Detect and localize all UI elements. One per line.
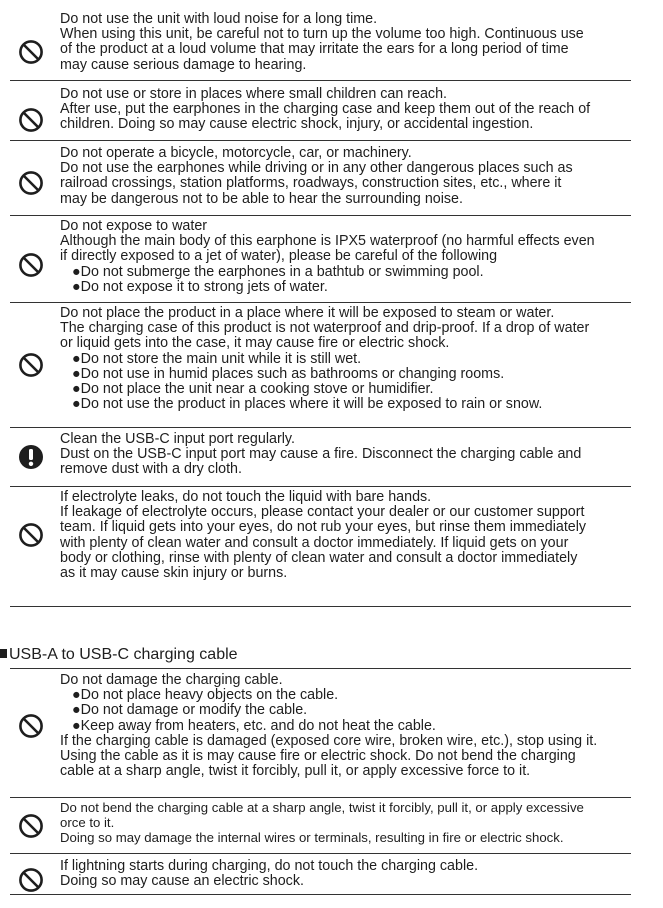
text-line: Do not use the earphones while driving or in any other dangerous places such as [60,160,573,177]
text-line: The charging case of this product is not waterproof and drip-proof. If a drop of water [60,320,590,337]
text-line: cable at a sharp angle, twist it forcibly, pull it, or apply excessive force to it. [60,763,531,780]
text-line: remove dust with a dry cloth. [60,461,242,478]
section-text [60,800,655,846]
section-text [60,146,655,207]
prohibition-icon [18,352,44,378]
text-line: body or clothing, rinse with plenty of clean water and consult a doctor immediately [60,549,578,566]
bullet-line: ●Keep away from heaters, etc. and do not heat the cable. [72,717,436,734]
divider [10,894,631,895]
prohibition-icon [18,867,44,893]
section-text [60,12,655,73]
text-line: may cause serious damage to hearing. [60,56,307,73]
text-line: Do not expose to water [60,218,208,234]
bullet-line: ●Do not use the product in places where it will be exposed to rain or snow. [72,396,543,413]
divider [10,302,631,303]
text-line: Do not place the product in a place where it will be exposed to steam or water. [60,305,555,321]
bullet-line: ●Do not expose it to strong jets of water. [72,278,328,295]
text-line: After use, put the earphones in the charging case and keep them out of the reach of [60,101,591,118]
bullet-line: ●Do not submerge the earphones in a bathtub or swimming pool. [72,263,484,280]
section-text [60,859,655,889]
text-line: Do not operate a bicycle, motorcycle, car, or machinery. [60,145,412,161]
prohibition-icon [18,813,44,839]
divider [10,853,631,854]
exclamation-icon [18,444,44,470]
section-text [60,219,655,295]
square-bullet-icon [0,649,7,658]
divider [10,606,631,607]
section-text [60,673,655,779]
text-line: Do not use the unit with loud noise for a long time. [60,11,378,27]
text-line: If the charging cable is damaged (exposed core wire, broken wire, etc.), stop using it. [60,732,598,749]
text-line: Dust on the USB-C input port may cause a fire. Disconnect the charging cable and [60,446,582,463]
bullet-line: ●Do not place heavy objects on the cable. [72,687,339,704]
prohibition-icon [18,713,44,739]
prohibition-icon [18,252,44,278]
text-line: If lightning starts during charging, do not touch the charging cable. [60,858,479,874]
divider [10,140,631,141]
text-line: Clean the USB-C input port regularly. [60,431,295,447]
prohibition-icon [18,170,44,196]
divider [10,797,631,798]
prohibition-icon [18,39,44,65]
prohibition-icon [18,522,44,548]
divider [10,668,631,669]
text-line: of the product at a loud volume that may irritate the ears for a long period of time [60,41,569,58]
text-line: may be dangerous not to be able to hear the surrounding noise. [60,190,463,207]
text-line: children. Doing so may cause electric shock, injury, or accidental ingestion. [60,116,534,133]
text-line: with plenty of clean water and consult a doctor immediately. If liquid gets on your [60,534,569,551]
divider [10,427,631,428]
text-line: Using the cable as it is may cause fire or electric shock. Do not bend the charging [60,748,576,765]
section-text [60,432,655,478]
bullet-line: ●Do not place the unit near a cooking stove or humidifier. [72,381,434,398]
section-text [60,87,655,133]
divider [10,215,631,216]
prohibition-icon [18,107,44,133]
divider [10,486,631,487]
text-line: Do not use or store in places where small children can reach. [60,86,448,102]
bullet-line: ●Do not damage or modify the cable. [72,702,308,719]
bullet-line: ●Do not store the main unit while it is still wet. [72,350,362,367]
text-line: team. If liquid gets into your eyes, do not rub your eyes, but rinse them immediately [60,519,587,536]
divider [10,80,631,81]
text-line: Although the main body of this earphone is IPX5 waterproof (no harmful effects even [60,233,595,250]
text-line: railroad crossings, station platforms, roadways, construction sites, etc., where it [60,175,562,192]
text-line: If leakage of electrolyte occurs, please contact your dealer or our customer support [60,504,585,521]
section-text [60,306,655,412]
text-line: If electrolyte leaks, do not touch the liquid with bare hands. [60,489,432,505]
text-line: Do not damage the charging cable. [60,672,283,688]
section-text [60,490,655,581]
text-line: Doing so may damage the internal wires or terminals, resulting in fire or electric shock. [60,830,564,846]
text-line: if directly exposed to a jet of water), please be careful of the following [60,248,498,265]
text-line: orce to it. [60,815,115,831]
text-line: Do not bend the charging cable at a sharp angle, twist it forcibly, pull it, or apply excessive [60,800,584,815]
text-line: or liquid gets into the case, it may cause fire or electric shock. [60,335,450,352]
text-line: as it may cause skin injury or burns. [60,565,288,582]
text-line: Doing so may cause an electric shock. [60,873,304,890]
bullet-line: ●Do not use in humid places such as bathrooms or changing rooms. [72,365,505,382]
text-line: When using this unit, be careful not to turn up the volume too high. Continuous use [60,26,584,43]
cable-section-heading: USB-A to USB-C charging cable [0,646,238,664]
